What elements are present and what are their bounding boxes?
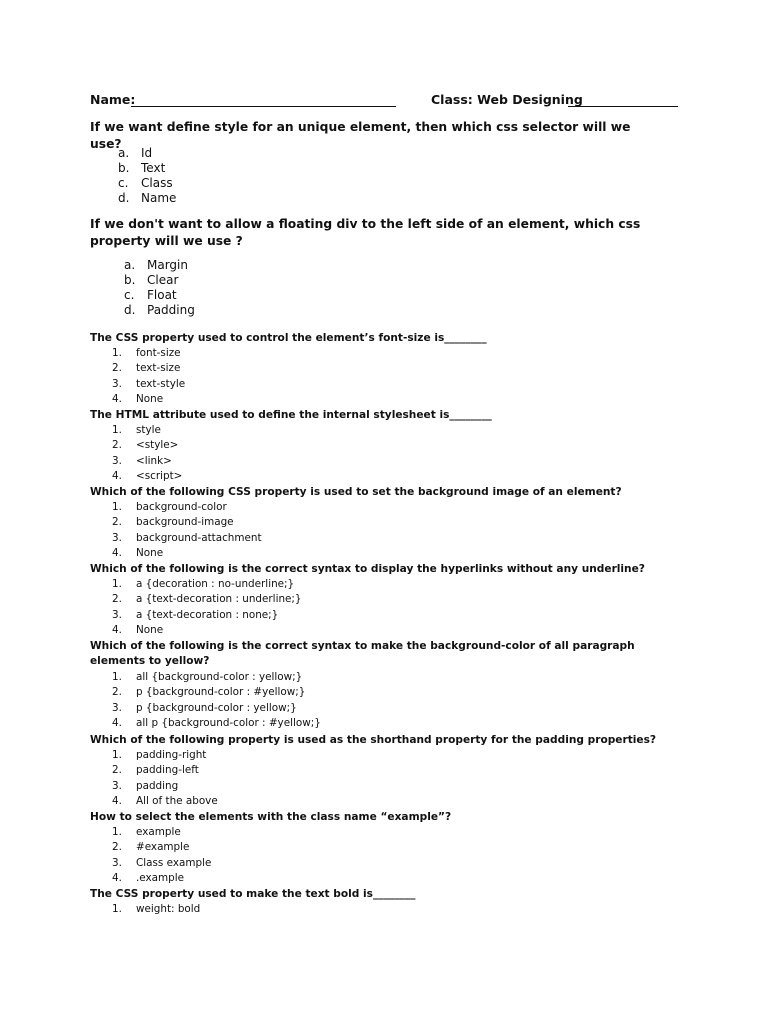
option-marker: d. (124, 303, 136, 317)
option-marker: 4. (112, 470, 122, 483)
question-2: If we don't want to allow a floating div to the left side of an element, which css property will we use ? (90, 217, 641, 248)
option-marker: 3. (112, 701, 122, 714)
question-5: Which of the following CSS property is used to set the background image of an element? (90, 486, 622, 498)
option-text: style (136, 424, 161, 436)
option-text: font-size (136, 347, 181, 359)
option-marker: c. (124, 288, 135, 302)
question-8: Which of the following property is used as the shorthand property for the padding properties? (90, 734, 657, 746)
option-text: p {background-color : yellow;} (136, 701, 297, 714)
option-text: padding (136, 779, 179, 792)
option-text: example (136, 826, 181, 838)
option-marker: 3. (112, 531, 122, 544)
option-text: Id (141, 146, 153, 160)
option-text: all {background-color : yellow;} (136, 671, 303, 683)
option-marker: 2. (112, 516, 122, 529)
question-4: The HTML attribute used to define the internal stylesheet is________ (90, 409, 492, 421)
option-marker: c. (118, 176, 129, 190)
option-marker: b. (118, 161, 130, 175)
option-text: Clear (147, 273, 179, 287)
option-text: None (136, 393, 164, 406)
option-text: Padding (147, 303, 195, 317)
option-text: None (136, 624, 164, 637)
option-marker: 1. (112, 347, 122, 359)
option-marker: 4. (112, 795, 122, 808)
option-marker: 1. (112, 671, 122, 683)
option-marker: 1. (112, 749, 122, 761)
option-marker: 3. (112, 608, 122, 621)
option-text: weight: bold (136, 903, 201, 915)
option-marker: 1. (112, 826, 122, 838)
question-1: If we want define style for an unique element, then which css selector will we use? (90, 120, 631, 151)
question-9: How to select the elements with the class name “example”? (90, 811, 452, 823)
option-text: None (136, 547, 164, 560)
option-text: text-style (136, 377, 186, 390)
option-marker: 1. (112, 424, 122, 436)
option-marker: 2. (112, 764, 122, 777)
name-label: Name: (90, 92, 136, 107)
option-marker: 2. (112, 841, 122, 854)
option-marker: a. (124, 258, 136, 272)
option-text: #example (136, 841, 190, 854)
option-marker: 2. (112, 439, 122, 452)
option-marker: 2. (112, 362, 122, 375)
name-blank-line (131, 106, 396, 107)
option-text: text-size (136, 362, 181, 375)
option-text: p {background-color : #yellow;} (136, 686, 306, 699)
option-marker: 4. (112, 547, 122, 560)
option-text: a {text-decoration : underline;} (136, 593, 302, 606)
option-marker: 1. (112, 578, 122, 590)
option-text: all p {background-color : #yellow;} (136, 717, 321, 730)
option-marker: 4. (112, 624, 122, 637)
option-marker: 4. (112, 393, 122, 406)
option-text: Class (141, 176, 173, 190)
option-text: background-color (136, 501, 227, 513)
question-3: The CSS property used to control the element’s font-size is________ (90, 332, 487, 344)
option-marker: a. (118, 146, 130, 160)
option-text: Name (141, 191, 177, 205)
option-marker: d. (118, 191, 130, 205)
option-marker: b. (124, 273, 136, 287)
option-marker: 3. (112, 856, 122, 869)
option-text: <script> (136, 470, 183, 483)
option-text: Float (147, 288, 177, 302)
option-marker: 1. (112, 903, 122, 915)
option-marker: 3. (112, 454, 122, 467)
option-marker: 2. (112, 593, 122, 606)
option-marker: 4. (112, 872, 122, 885)
option-text: Margin (147, 258, 188, 272)
option-text: a {text-decoration : none;} (136, 608, 279, 621)
option-text: .example (136, 872, 185, 885)
option-marker: 1. (112, 501, 122, 513)
question-7: Which of the following is the correct syntax to make the background-color of all paragraph elements to yellow? (90, 640, 635, 668)
option-text: background-image (136, 516, 234, 529)
option-marker: 4. (112, 717, 122, 730)
option-text: <link> (136, 454, 172, 467)
option-text: Class example (136, 856, 212, 869)
option-text: padding-right (136, 749, 207, 761)
class-blank-line (568, 106, 678, 107)
option-marker: 2. (112, 686, 122, 699)
option-text: All of the above (136, 795, 218, 808)
worksheet-header (90, 92, 678, 110)
option-text: a {decoration : no-underline;} (136, 578, 295, 590)
question-10: The CSS property used to make the text bold is________ (90, 888, 416, 900)
option-text: padding-left (136, 764, 199, 777)
option-text: Text (141, 161, 166, 175)
option-text: background-attachment (136, 531, 262, 544)
class-label: Class: Web Designing (431, 92, 583, 107)
option-text: <style> (136, 439, 179, 452)
option-marker: 3. (112, 377, 122, 390)
option-marker: 3. (112, 779, 122, 792)
question-6: Which of the following is the correct syntax to display the hyperlinks without any underline? (90, 563, 645, 575)
